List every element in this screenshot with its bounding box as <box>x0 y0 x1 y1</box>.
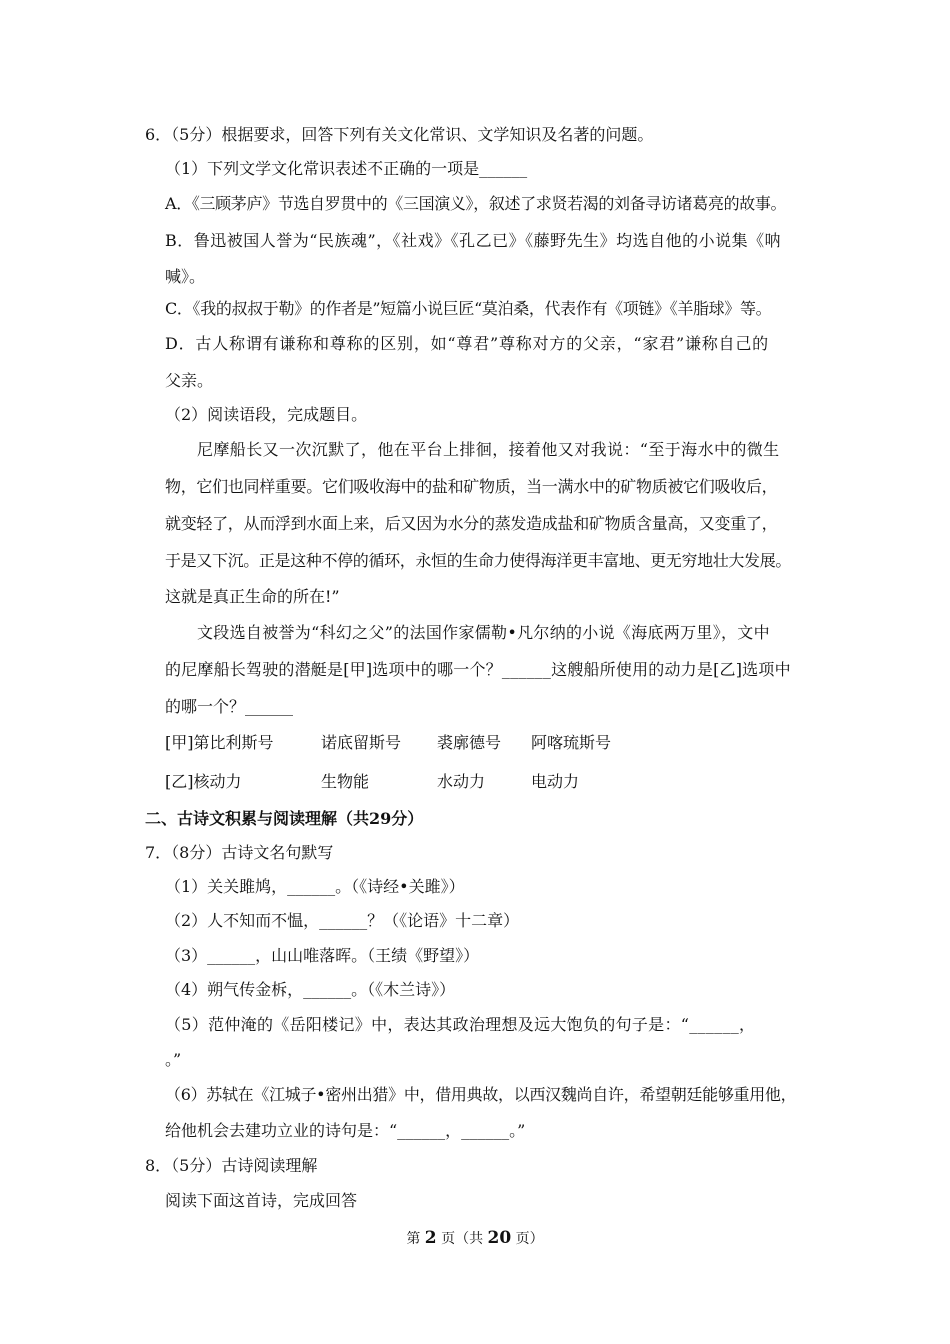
yi-option-4: 电动力 <box>531 772 580 791</box>
q6-part1: （1）下列文学文化常识表述不正确的一项是______ <box>165 159 528 178</box>
footer-total-pages: 20 <box>487 1228 512 1248</box>
question-line3: 的哪一个？______ <box>165 697 294 716</box>
yi-option-3: 水动力 <box>437 772 486 791</box>
q6-option-b-line1: B．鲁迅被国人誉为“民族魂”，《社戏》《孔乙已》《藤野先生》均选自他的小说集《呐 <box>165 231 782 250</box>
q7-title: 7．（8分）古诗文名句默写 <box>145 843 334 862</box>
footer-post: 页） <box>515 1231 544 1247</box>
q6-option-b-line2: 喊》。 <box>165 267 206 286</box>
jia-option-1: [甲]第比利斯号 <box>165 733 274 752</box>
q6-part2: （2）阅读语段，完成题目。 <box>165 405 368 424</box>
q7-item3: （3）______，山山唯落晖。（王绩《野望》） <box>165 946 480 965</box>
yi-option-2: 生物能 <box>321 772 370 791</box>
q7-item1: （1）关关雎鸠，______。（《诗经•关雎》） <box>165 877 465 896</box>
jia-option-3: 裘廓德号 <box>437 733 502 752</box>
footer-page-number: 2 <box>424 1228 437 1248</box>
jia-option-2: 诺底留斯号 <box>321 733 402 752</box>
q7-item6-line1: （6）苏轼在《江城子•密州出猎》中，借用典故，以西汉魏尚自许，希望朝廷能够重用他， <box>165 1085 797 1104</box>
footer-pre: 第 <box>406 1231 421 1247</box>
passage-line2: 物，它们也同样重要。它们吸收海中的盐和矿物质，当一满水中的矿物质被它们吸收后， <box>165 477 778 496</box>
section2-heading: 二、古诗文积累与阅读理解（共29分） <box>145 809 424 828</box>
passage-line4: 于是又下沉。正是这种不停的循环，永恒的生命力使得海洋更丰富地、更无穷地壮大发展。 <box>165 551 792 570</box>
question-line2: 的尼摩船长驾驶的潜艇是[甲]选项中的哪一个？______这艘船所使用的动力是[乙]选项中 <box>165 660 791 679</box>
passage-line1: 尼摩船长又一次沉默了，他在平台上排徊，接着他又对我说：“至于海水中的微生 <box>197 440 780 459</box>
q7-item4: （4）朔气传金柝，______。（《木兰诗》） <box>165 980 456 999</box>
q7-item2: （2）人不知而不愠，______？（《论语》十二章） <box>165 911 520 930</box>
q7-item5-line1: （5）范仲淹的《岳阳楼记》中，表达其政治理想及远大饱负的句子是：“______， <box>165 1015 756 1034</box>
footer-mid: 页（共 <box>441 1231 484 1247</box>
q6-option-d-line2: 父亲。 <box>165 371 214 390</box>
q6-option-a: A．《三顾茅庐》节选自罗贯中的《三国演义》，叙述了求贤若渴的刘备寻访诸葛亮的故事。 <box>165 194 787 213</box>
q6-title: 6．（5分）根据要求，回答下列有关文化常识、文学知识及名著的问题。 <box>145 125 654 144</box>
q7-item6-line2: 给他机会去建功立业的诗句是：“______，______。” <box>165 1121 526 1140</box>
page-footer <box>0 1228 950 1249</box>
q6-option-c: C．《我的叔叔于勒》的作者是”短篇小说巨匠“莫泊桑，代表作有《项链》《羊脂球》等。 <box>165 299 772 318</box>
passage-line5: 这就是真正生命的所在!” <box>165 587 340 606</box>
question-line1: 文段选自被誉为“科幻之父”的法国作家儒勒•凡尔纳的小说《海底两万里》，文中 <box>197 623 770 642</box>
q8-title: 8．（5分）古诗阅读理解 <box>145 1156 318 1175</box>
q6-option-d-line1: D．古人称谓有谦称和尊称的区别，如“尊君”尊称对方的父亲，“家君”谦称自己的 <box>165 334 769 353</box>
q8-instruction: 阅读下面这首诗，完成回答 <box>165 1191 358 1210</box>
passage-line3: 就变轻了，从而浮到水面上来，后又因为水分的蒸发造成盐和矿物质含量高，又变重了， <box>165 514 778 533</box>
jia-option-4: 阿喀琉斯号 <box>531 733 612 752</box>
yi-option-1: [乙]核动力 <box>165 772 242 791</box>
q7-item5-line2: 。” <box>165 1050 182 1069</box>
